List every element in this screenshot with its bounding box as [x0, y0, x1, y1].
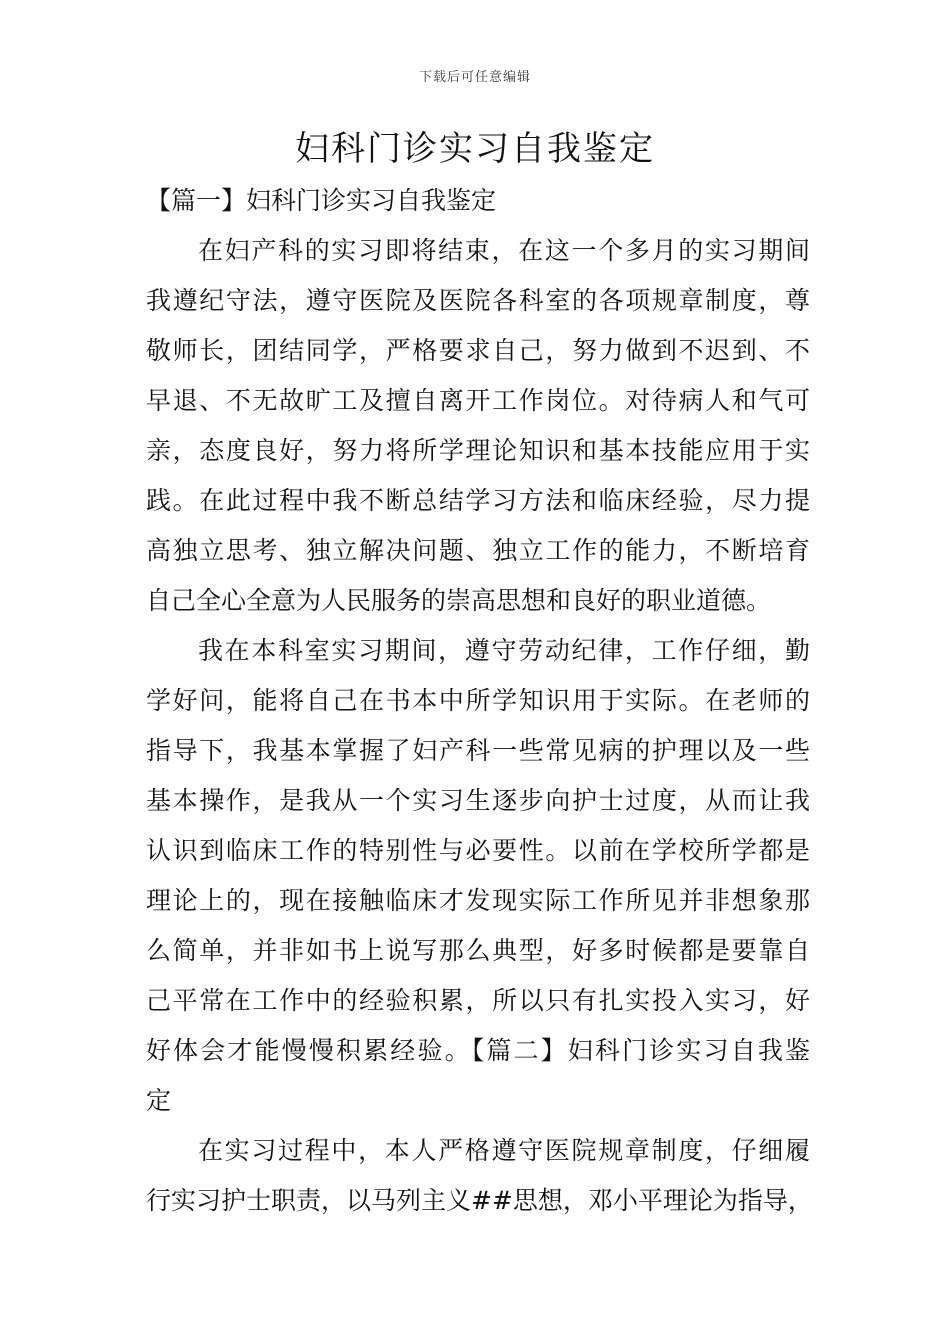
body-text-line: 行实习护士职责，以马列主义##思想，邓小平理论为指导，: [146, 1186, 813, 1215]
body-text-line: 敬师长，团结同学，严格要求自己，努力做到不迟到、不: [146, 336, 810, 365]
body-text-line: 定: [146, 1086, 172, 1115]
body-text-line: 理论上的，现在接触临床才发现实际工作所见并非想象那: [146, 886, 810, 915]
body-text-line: 自己全心全意为人民服务的崇高思想和良好的职业道德。: [146, 586, 772, 615]
body-text-line: 好体会才能慢慢积累经验。【篇二】妇科门诊实习自我鉴: [146, 1036, 810, 1065]
body-text-line: 高独立思考、独立解决问题、独立工作的能力，不断培育: [146, 536, 810, 565]
body-text-line: 我遵纪守法，遵守医院及医院各科室的各项规章制度，尊: [146, 286, 810, 315]
body-text-line: 在妇产科的实习即将结束，在这一个多月的实习期间: [198, 236, 810, 265]
body-text-line: 么简单，并非如书上说写那么典型，好多时候都是要靠自: [146, 936, 810, 965]
document-body: [146, 176, 813, 1226]
body-text-line: 我在本科室实习期间，遵守劳动纪律，工作仔细，勤: [198, 636, 810, 665]
header-note: 下载后可任意编辑: [418, 70, 531, 85]
section-heading-line: 【篇一】妇科门诊实习自我鉴定: [146, 186, 497, 215]
body-text-line: 学好问，能将自己在书本中所学知识用于实际。在老师的: [146, 686, 810, 715]
body-text-line: 在实习过程中，本人严格遵守医院规章制度，仔细履: [198, 1136, 810, 1165]
body-text-line: 早退、不无故旷工及擅自离开工作岗位。对待病人和气可: [146, 386, 810, 415]
body-text-line: 基本操作，是我从一个实习生逐步向护士过度，从而让我: [146, 786, 810, 815]
body-text-line: 亲，态度良好，努力将所学理论知识和基本技能应用于实: [146, 436, 810, 465]
body-text-line: 认识到临床工作的特别性与必要性。以前在学校所学都是: [146, 836, 810, 865]
body-text-line: 指导下，我基本掌握了妇产科一些常见病的护理以及一些: [146, 736, 810, 765]
document-title: 妇科门诊实习自我鉴定: [295, 129, 655, 169]
body-text-line: 践。在此过程中我不断总结学习方法和临床经验，尽力提: [146, 486, 810, 515]
body-text-line: 己平常在工作中的经验积累，所以只有扎实投入实习，好: [146, 986, 810, 1015]
